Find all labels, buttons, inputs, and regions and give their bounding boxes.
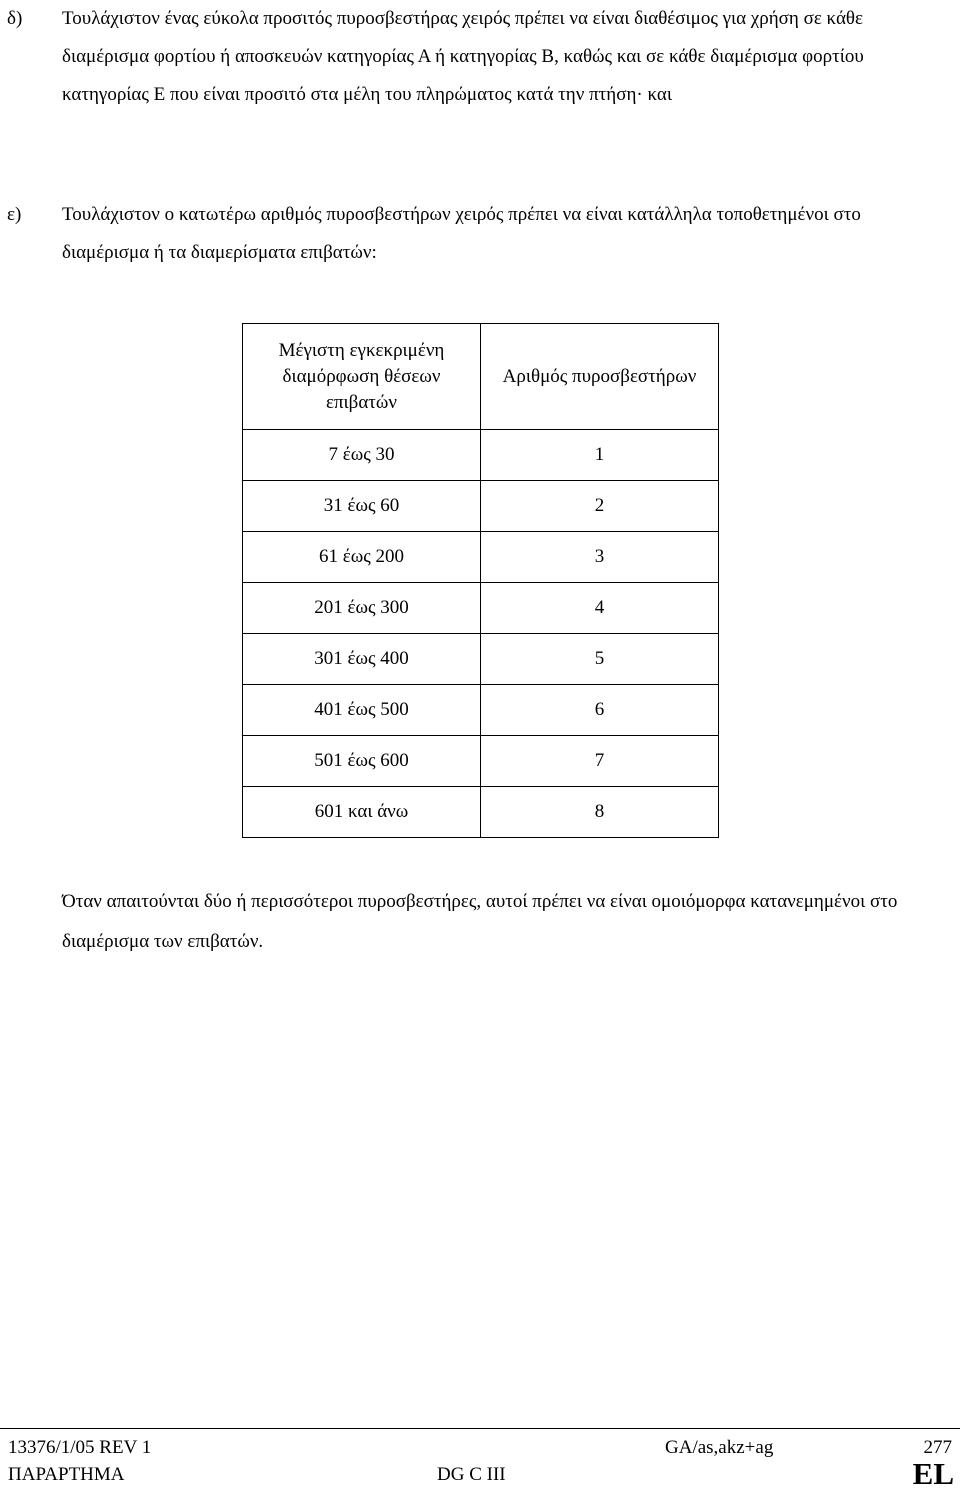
footer-code: GA/as,akz+ag [665,1437,774,1458]
table-row [243,685,719,736]
table-row [243,787,719,838]
count-cell: 5 [481,634,719,685]
count-cell: 7 [481,736,719,787]
seating-cell: 501 έως 600 [243,736,481,787]
seating-cell: 201 έως 300 [243,583,481,634]
list-item-d [7,0,952,114]
seating-cell: 301 έως 400 [243,634,481,685]
header-seating: Μέγιστη εγκεκριμένη διαμόρφωση θέσεων επιβατών [243,324,481,430]
count-cell: 8 [481,787,719,838]
footer-dg: DG C III [437,1464,506,1485]
table-row [243,430,719,481]
count-cell: 6 [481,685,719,736]
footer-doc-ref: 13376/1/05 REV 1 [8,1437,152,1458]
header-extinguishers: Αριθμός πυροσβεστήρων [481,324,719,430]
count-cell: 2 [481,481,719,532]
count-cell: 4 [481,583,719,634]
page-number: 277 [923,1437,952,1458]
language-code: EL [912,1456,954,1491]
count-cell: 1 [481,430,719,481]
seating-cell: 401 έως 500 [243,685,481,736]
item-text: Τουλάχιστον ένας εύκολα προσιτός πυροσβεστήρας χειρός πρέπει να είναι διαθέσιμος για χρήση σε κάθε διαμέρισμα φορτίου ή αποσκευών κατηγορίας Α ή κατηγορίας Β, καθώς και σε κάθε διαμέρισμα φορτίου κατηγορίας Ε που είναι προσιτό στα μέλη του πληρώματος κατά την πτήση· και [62,8,864,105]
table-row [243,634,719,685]
seating-cell: 31 έως 60 [243,481,481,532]
list-item-e [7,196,952,272]
seating-cell: 7 έως 30 [243,430,481,481]
item-marker: ε) [7,204,22,225]
item-marker: δ) [7,8,23,29]
extinguisher-table [242,323,719,838]
footer-annex: ΠΑΡΑΡΤΗΜΑ [8,1464,125,1485]
item-text: Τουλάχιστον ο κατωτέρω αριθμός πυροσβεστήρων χειρός πρέπει να είναι κατάλληλα τοποθετημένοι στο διαμέρισμα ή τα διαμερίσματα επιβατών: [62,204,861,263]
count-cell: 3 [481,532,719,583]
distribution-note: Όταν απαιτούνται δύο ή περισσότεροι πυροσβεστήρες, αυτοί πρέπει να είναι ομοιόμορφα κατανεμημένοι στο διαμέρισμα των επιβατών. [62,891,898,952]
table-row [243,583,719,634]
table-row [243,736,719,787]
table-header-row [243,324,719,430]
table-row [243,481,719,532]
table-row [243,532,719,583]
footer-divider [0,1428,960,1429]
seating-cell: 601 και άνω [243,787,481,838]
seating-cell: 61 έως 200 [243,532,481,583]
